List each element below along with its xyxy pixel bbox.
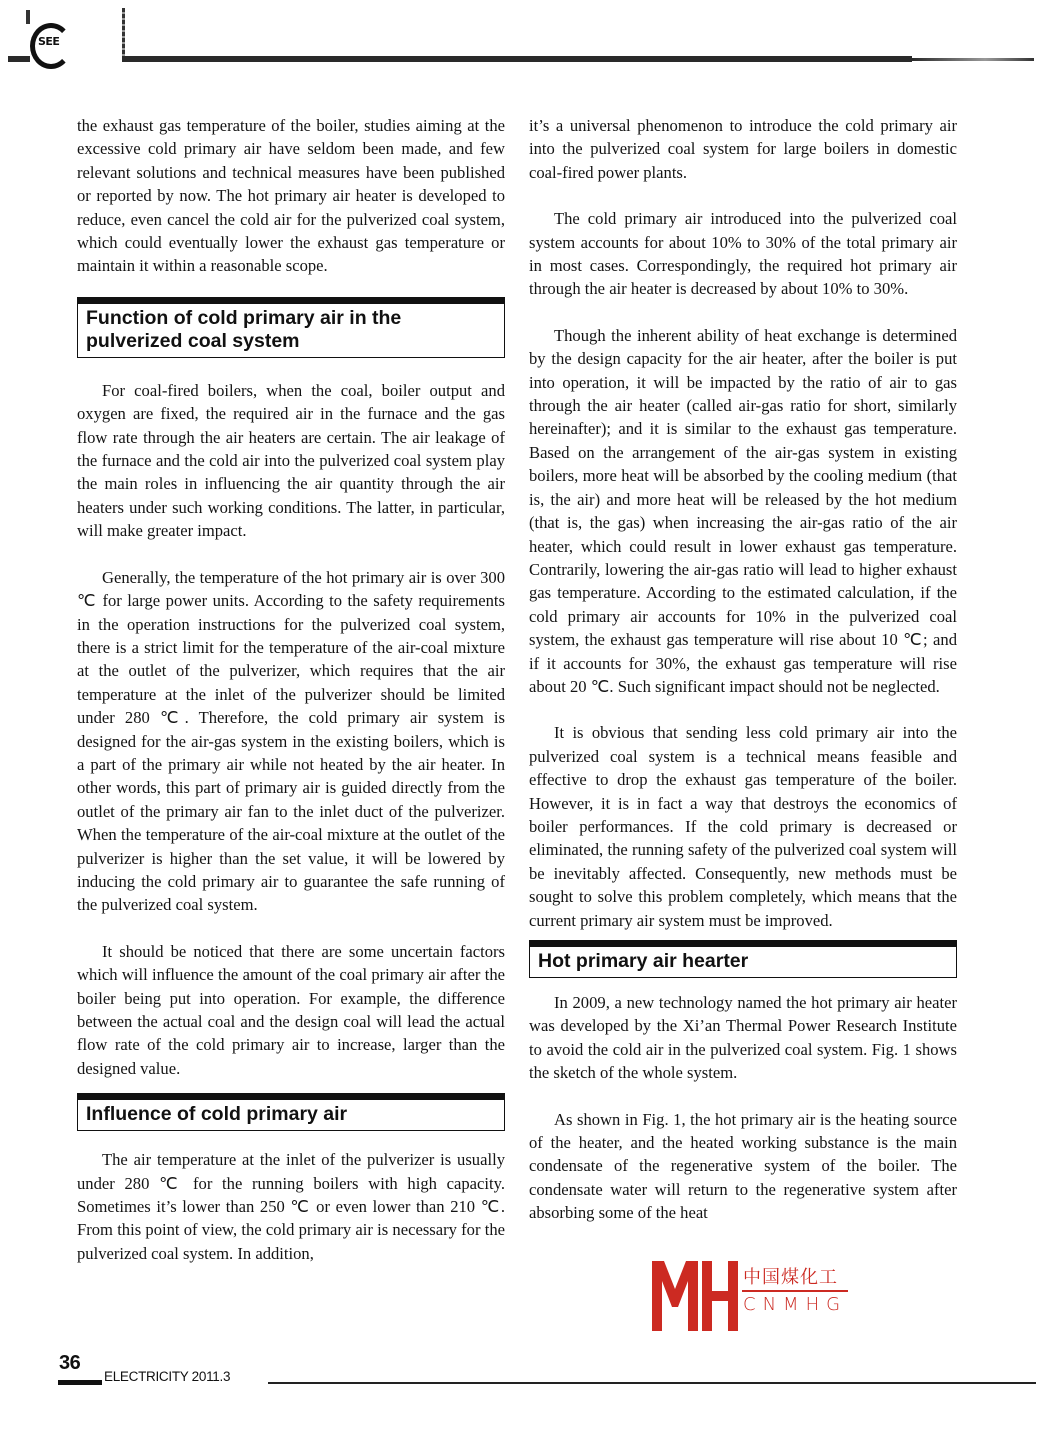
watermark-chinese-text: 中国煤化工 — [743, 1267, 838, 1288]
watermark-divider — [742, 1290, 848, 1292]
page-number: 36 — [59, 1352, 81, 1374]
paragraph: The cold primary air introduced into the pulverized coal system accounts for about 10% to 30% of the total primary air in most cases. Correspondingly, the required hot primary air through the air heater is decreased by about 10% to 30%. — [529, 209, 957, 299]
paragraph: As shown in Fig. 1, the hot primary air is the heating source of the heater, and the heated working substance is the main condensate of the regenerative system of the boiler. The condensate water will return to the regenerative system after absorbing some of the heat — [529, 1109, 957, 1223]
right-column — [529, 114, 957, 1225]
paragraph: Though the inherent ability of heat exchange is determined by the design capacity for the air heater, after the boiler is put into operation, it will be impacted by the ratio of air to gas through the air heater (called air-gas ratio for short, similarly hereinafter); and it is similar to the exhaust gas temperature. Based on the arrangement of the air-gas system in existing boilers, more heat will be absorbed by the cooling medium (that is, the air) and more heat will be released by the hot medium (that is, the gas) when increasing the air-gas ratio of the air heater, which could result in lower exhaust gas temperature. Contrarily, lowering the air-gas ratio will lead to higher exhaust gas temperature. According to the estimated calculation, if the cold primary air accounts for 10% in the pulverized coal system, the exhaust gas temperature will rise about 10 ℃; and if it accounts for 30%, the exhaust gas temperature will rise about 20 ℃. Such significant impact should not be neglected. — [529, 325, 957, 696]
paragraph: Generally, the temperature of the hot primary air is over 300 ℃ for large power units. According to the safety requirements in the operation instructions for the pulverized coal system, there is a strict limit for the temperature of the air-coal mixture at the outlet of the pulverizer, which requires that the air temperature at the inlet of the pulverizer should be limited under 280 ℃. Therefore, the cold primary air system is designed for the air-gas system in the existing boilers, which is a part of the primary air while not heated by the air heater. In other words, this part of primary air is guided directly from the outlet of the primary air fan to the inlet duct of the pulverizer. When the temperature of the air-coal mixture at the outlet of the pulverizer is higher than the set value, it will be lowered by inducing the cold primary air to guarantee the safe running of the pulverized coal system. — [77, 567, 505, 915]
paragraph: The air temperature at the inlet of the pulverizer is usually under 280 ℃ for the running boilers with high capacity. Sometimes it’s lower than 250 ℃ or even lower than 210 ℃. From this point of view, the cold primary air is necessary for the pulverized coal system. In addition, — [77, 1150, 505, 1263]
paragraph: For coal-fired boilers, when the coal, boiler output and oxygen are fixed, the required air in the furnace and the gas flow rate through the air heaters are certain. The air leakage of the furnace and the cold air into the pulverized coal system play the main roles in influencing the air quantity through the air heaters under such working conditions. The latter, in particular, will make greater impact. — [77, 380, 505, 541]
logo-text: SEE — [38, 35, 60, 48]
section-heading: Influence of cold primary air — [77, 1093, 505, 1131]
left-column — [77, 114, 505, 1265]
paragraph: it’s a universal phenomenon to introduce the cold primary air into the pulverized coal system for large boilers in domestic coal-fired power plants. — [529, 116, 957, 182]
header-rule — [8, 56, 30, 62]
section-heading: Hot primary air hearter — [529, 940, 957, 978]
paragraph: In 2009, a new technology named the hot primary air heater was developed by the Xi’an Thermal Power Research Institute to avoid the cold air in the pulverized coal system. Fig. 1 shows the sketch of the whole system. — [529, 993, 957, 1083]
paragraph: It should be noticed that there are some uncertain factors which will influence the amount of the coal primary air after the boiler being put into operation. For example, the difference between the actual coal and the design coal will lead the actual flow rate of the cold primary air to increase, larger than the designed value. — [77, 941, 505, 1078]
mh-watermark-icon — [648, 1261, 740, 1331]
journal-issue: ELECTRICITY 2011.3 — [104, 1369, 231, 1384]
watermark-latin-text: CNMHG — [743, 1294, 848, 1315]
paragraph: It is obvious that sending less cold primary air into the pulverized coal system is a technical means feasible and effective to drop the exhaust gas temperature of the boiler. However, it is in fact a way that destroys the economics of boiler performances. If the cold primary is decreased or eliminated, the running safety of the pulverized coal system will be inevitably affected. Consequently, new methods must be sought to solve this problem completely, which means that the current primary air system must be improved. — [529, 723, 957, 930]
header-rule — [912, 58, 1034, 61]
header-tick-mark — [26, 10, 30, 24]
section-heading: Function of cold primary air in the pulverized coal system — [77, 297, 505, 358]
paragraph: the exhaust gas temperature of the boiler, studies aiming at the excessive cold primary air have seldom been made, and few relevant solutions and technical measures have been published or reported by now. The hot primary air heater is developed to reduce, even cancel the cold air for the pulverized coal system, which could eventually lower the exhaust gas temperature or maintain it within a reasonable scope. — [77, 116, 505, 276]
page-number-underline — [58, 1380, 102, 1385]
header-tick-mark — [122, 8, 125, 58]
header-rule — [122, 56, 912, 62]
footer-rule — [268, 1382, 1036, 1384]
watermark — [648, 1261, 948, 1331]
